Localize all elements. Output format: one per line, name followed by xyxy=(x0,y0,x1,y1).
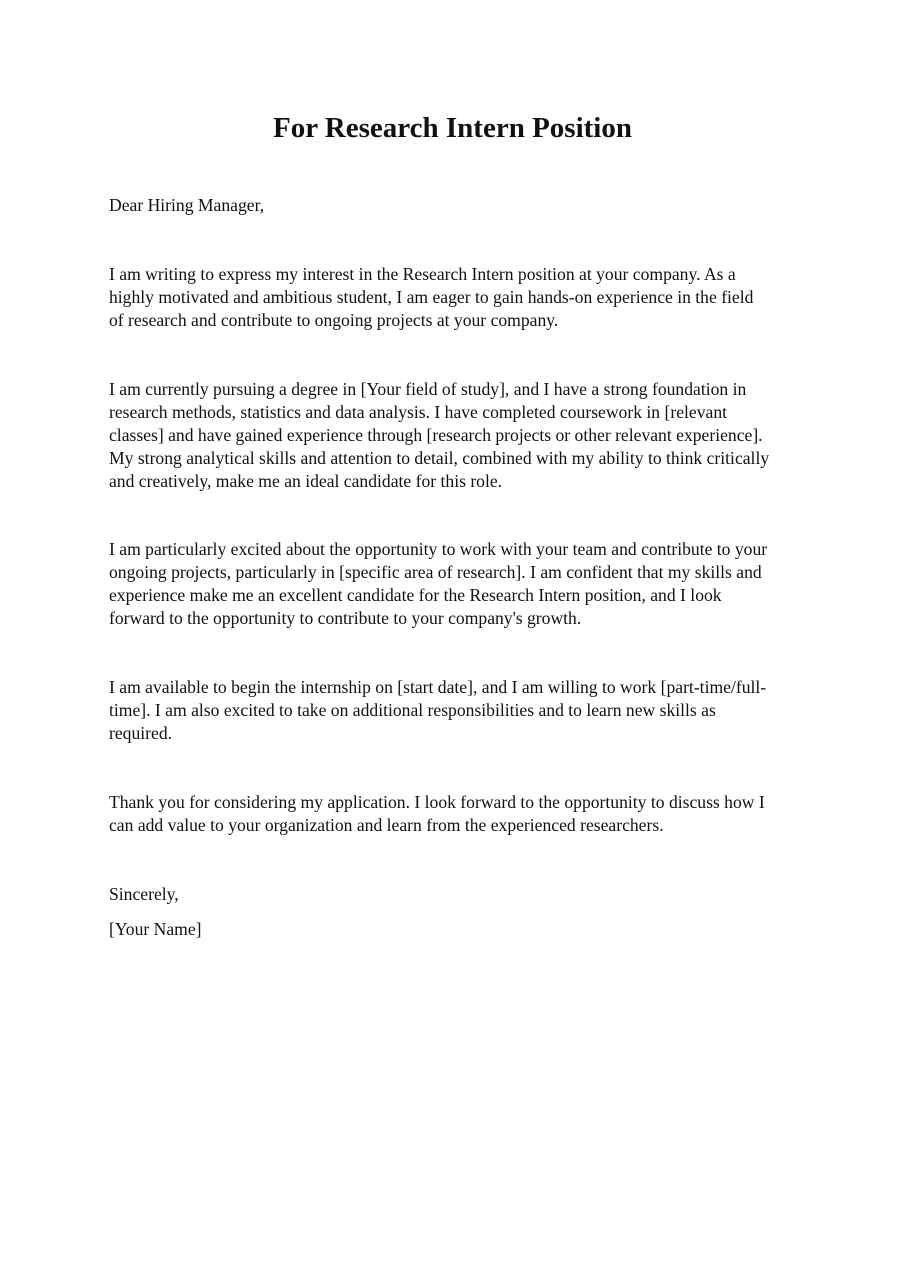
paragraph-line: I am available to begin the internship on [start date], and I am willing to work [part-time/full- xyxy=(109,677,767,697)
paragraph-line: experience make me an excellent candidate for the Research Intern position, and I look xyxy=(109,585,722,605)
paragraph-line: required. xyxy=(109,723,173,743)
paragraph-line: ongoing projects, particularly in [specific area of research]. I am confident that my skills and xyxy=(109,562,762,582)
paragraph-thanks xyxy=(109,791,799,837)
letter-title: For Research Intern Position xyxy=(273,112,632,144)
paragraph-line: forward to the opportunity to contribute to your company's growth. xyxy=(109,608,582,628)
signature: [Your Name] xyxy=(109,919,202,939)
paragraph-line: I am currently pursuing a degree in [Your field of study], and I have a strong foundation in xyxy=(109,379,747,399)
paragraph-line: highly motivated and ambitious student, I am eager to gain hands-on experience in the field xyxy=(109,287,754,307)
paragraph-line: time]. I am also excited to take on additional responsibilities and to learn new skills as xyxy=(109,700,716,720)
paragraph-line: of research and contribute to ongoing projects at your company. xyxy=(109,310,559,330)
paragraph-line: research methods, statistics and data analysis. I have completed coursework in [relevant xyxy=(109,402,728,422)
paragraph-line: My strong analytical skills and attention to detail, combined with my ability to think critically xyxy=(109,448,770,468)
paragraph-excitement xyxy=(109,538,799,630)
paragraph-line: classes] and have gained experience through [research projects or other relevant experience]. xyxy=(109,425,763,445)
paragraph-line: can add value to your organization and learn from the experienced researchers. xyxy=(109,815,664,835)
paragraph-line: I am writing to express my interest in the Research Intern position at your company. As a xyxy=(109,264,736,284)
paragraph-qualifications xyxy=(109,378,799,493)
salutation: Dear Hiring Manager, xyxy=(109,195,265,215)
paragraph-line: and creatively, make me an ideal candidate for this role. xyxy=(109,471,503,491)
paragraph-interest xyxy=(109,263,799,332)
paragraph-line: Thank you for considering my application. I look forward to the opportunity to discuss how I xyxy=(109,792,765,812)
paragraph-line: I am particularly excited about the opportunity to work with your team and contribute to your xyxy=(109,539,768,559)
paragraph-availability xyxy=(109,676,799,745)
closing: Sincerely, xyxy=(109,884,179,904)
